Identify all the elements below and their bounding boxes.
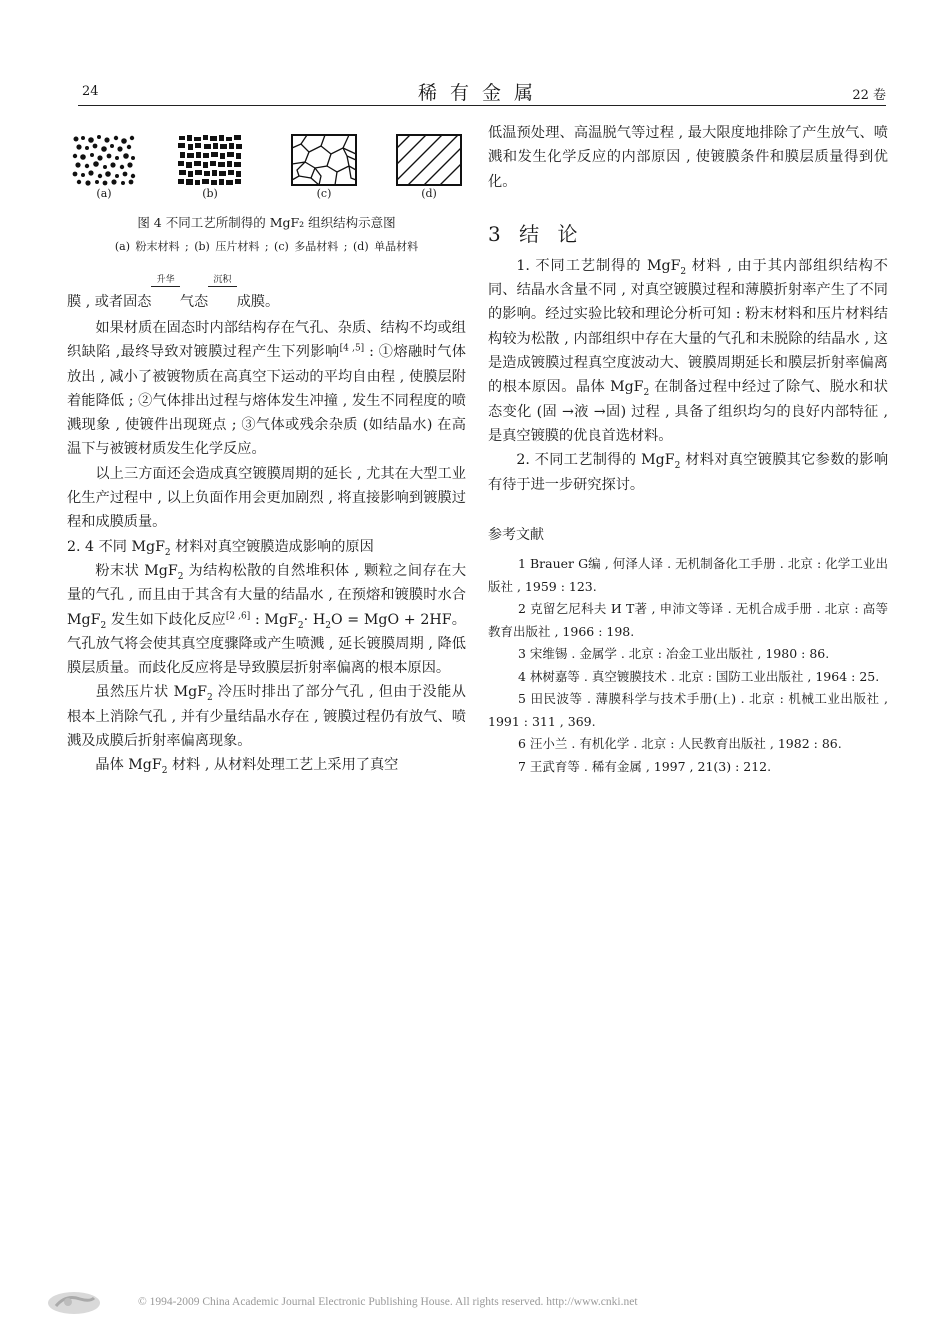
references-heading: 参考文献 (488, 526, 544, 543)
arrow-label-deposition: 沉积 (208, 275, 236, 287)
conclusion-2: 2. 不同工艺制得的 MgF$_2$ 材料对真空镀膜其它参数的影响有待于进一步研究探讨。 (488, 452, 889, 493)
reference-item: 1 Brauer G编 , 何泽人译 . 无机制备化工手册 . 北京 : 化学工业出版社 , 1959 : 123. (488, 556, 888, 594)
paragraph-continuation: 低温预处理、高温脱气等过程 , 最大限度地排除了产生放气、喷溅和发生化学反应的内部原因 , 使镀膜条件和膜层质量得到优化。 (488, 125, 888, 190)
reference-item: 7 王武育等 . 稀有金属 , 1997 , 21(3) : 212. (518, 758, 772, 774)
paragraph-pressed: 虽然压片状 MgF$_2$ 冷压时排出了部分气孔 , 但由于没能从根本上消除气孔 , 并有少量结晶水存在 , 镀膜过程仍有放气、喷溅及成膜后折射率偏离现象。 (67, 684, 466, 750)
figure-caption: 图 4 不同工艺所制得的 MgF₂ 组织结构示意图 (137, 215, 396, 230)
running-header (78, 78, 886, 106)
single-crystal-structure-diagram (396, 134, 462, 186)
left-column (67, 275, 467, 778)
section-heading-2-4: 2. 4 不同 MgF$_2$ 材料对真空镀膜造成影响的原因 (67, 538, 374, 558)
reference-item: 2 克留乞尼科夫 И Т著 , 申沛文等译 . 无机合成手册 . 北京 : 高等教育出版社 , 1966 : 198. (488, 601, 888, 639)
page-number: 24 (82, 84, 99, 99)
reference-item: 4 林树嘉等 . 真空镀膜技术 . 北京 : 国防工业出版社 , 1964 : 25. (518, 668, 880, 684)
figure-4 (67, 125, 466, 265)
copyright-notice: © 1994-2009 China Academic Journal Electronic Publishing House. All rights reserved. http://www.cnki.net (138, 1296, 638, 1308)
reference-item: 3 宋维锡 . 金属学 . 北京 : 冶金工业出版社 , 1980 : 86. (518, 646, 830, 662)
journal-title: 稀有金属 (417, 82, 546, 104)
pressed-structure-diagram (177, 134, 243, 186)
figure-label-b: (b) (202, 187, 218, 200)
figure-label-a: (a) (96, 187, 112, 200)
powder-structure-diagram (71, 134, 137, 186)
right-column (488, 121, 888, 778)
paragraph-sublimation: 膜 , 或者固态 升华 气态 沉积 成膜。 (67, 275, 280, 310)
references-list (488, 553, 888, 778)
conclusion-1: 1. 不同工艺制得的 MgF$_2$ 材料 , 由于其内部组织结构不同、结晶水含量不同 , 对真空镀膜过程和薄膜折射率产生了不同的影响。经过实验比较和理论分析可知 : 粉末材料和压片材料结构较为松散 , 内部组织中存在大量的气孔和未脱除的结晶水 , 这是造成镀膜过程真空度波动大、镀膜周期延长和膜层折射率偏离的根本原因。晶体 MgF$_2$ 在制备过程中经过了除气、脱水和状态变化 (固 →液 →固) 过程 , 具备了组织均匀的良好内部特征 , 是真空镀膜的优良首选材料。 (488, 257, 888, 444)
figure-label-c: (c) (316, 187, 332, 200)
page-footer (40, 1290, 910, 1320)
arrow-label-sublimation: 升华 (151, 275, 179, 287)
reference-item: 5 田民波等 . 薄膜科学与技术手册(上) . 北京 : 机械工业出版社 , 1991 : 311 , 369. (488, 691, 888, 729)
volume-label: 22 卷 (852, 88, 886, 103)
paragraph-defects: 如果材质在固态时内部结构存在气孔、杂质、结构不均或组织缺陷 ,最终导致对镀膜过程产生下列影响[4 ,5] : ①熔融时气体放出 , 减小了被镀物质在高真空下运动的平均自由程 , 使膜层附着能降低 ; ②气体排出过程与熔体发生冲撞 , 发生不同程度的喷溅现象 , 使镀件出现斑点 ; ③气体或残余杂质 (如结晶水) 在高温下与被镀材质发生化学反应。 (67, 320, 466, 458)
publisher-logo-icon (46, 1290, 102, 1316)
paragraph-crystal: 晶体 MgF$_2$ 材料 , 从材料处理工艺上采用了真空 (95, 757, 399, 777)
reference-item: 6 汪小兰 . 有机化学 . 北京 : 人民教育出版社 , 1982 : 86. (518, 736, 842, 752)
section-heading-conclusion: 3 结 论 (488, 221, 584, 246)
paragraph-cycle: 以上三方面还会造成真空镀膜周期的延长 , 尤其在大型工业化生产过程中 , 以上负面作用会更加剧烈 , 将直接影响到镀膜过程和成膜质量。 (67, 465, 466, 531)
figure-label-d: (d) (421, 187, 437, 200)
polycrystalline-structure-diagram (291, 134, 357, 186)
figure-subcaption: (a) 粉末材料 ; (b) 压片材料 ; (c) 多晶材料 ; (d) 单晶材料 (114, 240, 419, 253)
paragraph-powder: 粉末状 MgF$_2$ 为结构松散的自然堆积体 , 颗粒之间存在大量的气孔 , 而且由于其含有大量的结晶水 , 在预熔和镀膜时水合 MgF$_2$ 发生如下歧化反应[2 ,6] : $MgF_2\cdot H_2O$ = MgO + 2HF。气孔放气将会使其真空度骤降或产生喷溅 , 延长镀膜周期 , 降低膜层质量。而歧化反应将是导致膜层折射率偏离的根本原因。 (67, 562, 467, 677)
